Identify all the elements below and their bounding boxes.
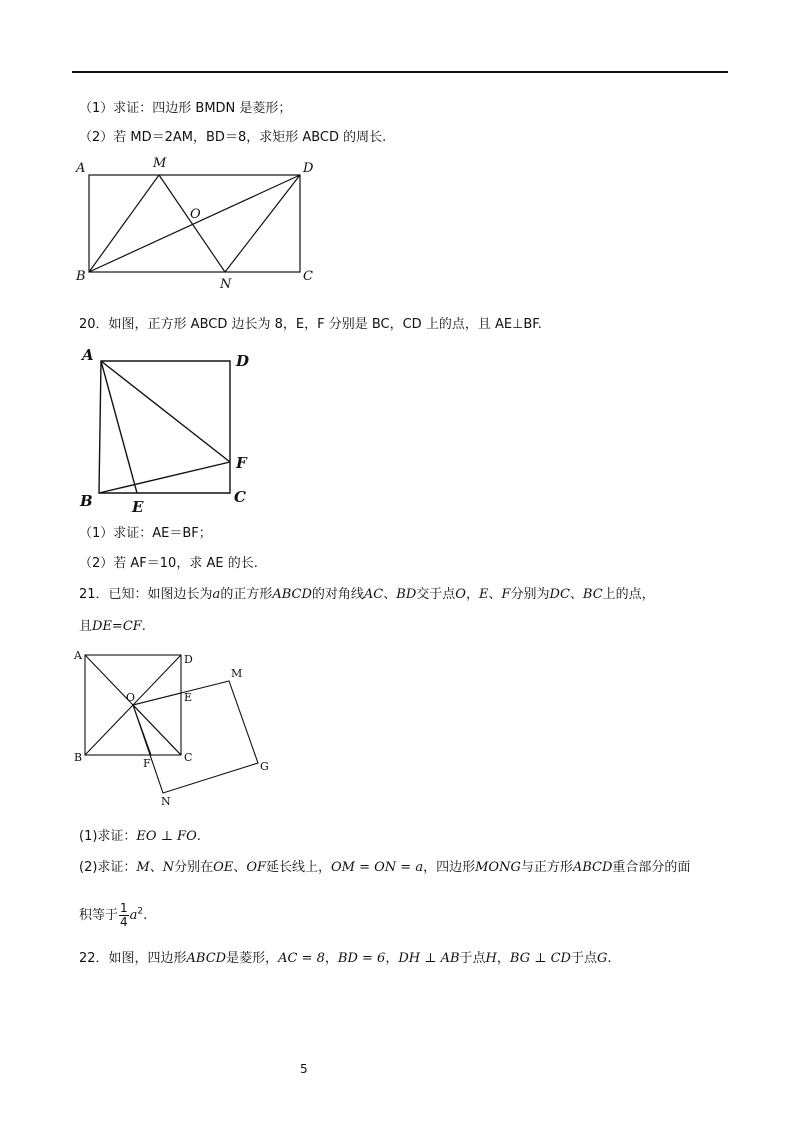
label-b: B — [76, 269, 86, 284]
label-n: N — [220, 277, 232, 292]
segment-af — [101, 361, 230, 462]
label-f: F — [236, 454, 247, 472]
label-a: A — [74, 649, 82, 662]
label-e: E — [132, 498, 144, 516]
quadrilateral-mong — [133, 681, 258, 793]
page-number: 5 — [300, 1062, 308, 1076]
label-m: M — [153, 156, 167, 171]
q20-part2: （2）若 AF＝10，求 AE 的长. — [79, 556, 258, 571]
segment-of — [133, 705, 151, 755]
header-rule — [72, 71, 728, 73]
label-c: C — [234, 488, 246, 506]
label-c: C — [184, 751, 193, 764]
q21-part1: (1)求证：EO ⊥ FO. — [79, 829, 201, 844]
label-a: A — [82, 346, 94, 364]
label-a: A — [76, 161, 86, 176]
label-b: B — [80, 492, 93, 510]
q19-part1: （1）求证：四边形 BMDN 是菱形； — [79, 101, 292, 116]
label-m: M — [231, 667, 243, 680]
segment-oc — [133, 705, 181, 755]
q20-part1: （1）求证：AE＝BF； — [79, 526, 212, 541]
label-o: O — [126, 691, 136, 704]
label-d: D — [236, 352, 250, 370]
q21-line1: 21．已知：如图边长为a的正方形ABCD的对角线AC、BD交于点O，E、F分别为DC、BC上的点， — [79, 587, 655, 602]
diagonal-bd — [89, 175, 300, 272]
fraction-one-quarter: $\frac{1}{4}$ — [120, 901, 128, 929]
label-d: D — [184, 653, 193, 666]
label-b: B — [74, 751, 83, 764]
label-e: E — [184, 691, 193, 704]
segment-bf — [99, 462, 230, 493]
segment-mn — [159, 175, 225, 272]
segment-nd — [225, 175, 300, 272]
label-f: F — [143, 757, 151, 770]
q20-figure — [70, 340, 270, 515]
q21-line2: 且DE=CF. — [79, 619, 146, 634]
q19-figure — [60, 150, 340, 295]
q21-part2: (2)求证：M、N分别在OE、OF延长线上，OM = ON = a，四边形MONG与正方形ABCD重合部分的面 — [79, 860, 691, 875]
q21-figure — [65, 645, 285, 810]
segment-bm — [89, 175, 159, 272]
label-n: N — [161, 795, 171, 808]
label-d: D — [303, 161, 314, 176]
q19-part2: （2）若 MD＝2AM，BD＝8，求矩形 ABCD 的周长. — [79, 130, 387, 145]
label-c: C — [303, 269, 313, 284]
label-g: G — [260, 760, 269, 773]
segment-oe — [133, 693, 181, 705]
segment-ae — [101, 361, 137, 493]
q22-stem: 22．如图，四边形ABCD是菱形，AC = 8，BD = 6，DH ⊥ AB于点H，BG ⊥ CD于点G. — [79, 951, 612, 966]
q21-part2-cont: 积等于 $\frac{1}{4}$ $a^2$. — [79, 901, 148, 929]
label-o: O — [190, 207, 201, 222]
q20-stem: 20．如图，正方形 ABCD 边长为 8，E，F 分别是 BC，CD 上的点，且 AE⊥BF. — [79, 317, 542, 332]
